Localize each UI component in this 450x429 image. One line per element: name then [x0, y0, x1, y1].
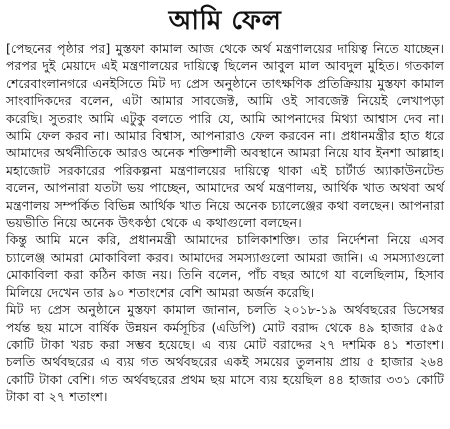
- paragraph-3: মিট দ্য প্রেস অনুষ্ঠানে মুস্তফা কামাল জানান, চলতি ২০১৮-১৯ অর্থবছরের ডিসেম্বর পর্যন্ত ছয় মাসে বার্ষিক উন্নয়ন কর্মসূচির (এডিপি) মোট বরাদ্দ থেকে ৪৯ হাজার ৫৯৫ কোটি টাকা খরচ করা সম্ভব হয়েছে। এ ব্যয় মোট বরাদ্দের ২৭ দশমিক ৪১ শতাংশ। চলতি অর্থবছরের এ ব্যয় গত অর্থবছরের একই সময়ের তুলনায় প্রায় ৫ হাজার ২৬৪ কোটি টাকা বেশি। গত অর্থবছরের প্রথম ছয় মাসে ব্যয় হয়েছিল ৪৪ হাজার ৩৩১ কোটি টাকা বা ২৭ শতাংশ।: [6, 302, 444, 405]
- continued-from-label: [পেছনের পৃষ্ঠার পর]: [6, 41, 111, 56]
- paragraph-1-text: মুস্তফা কামাল আজ থেকে অর্থ মন্ত্রণালয়ের দায়িত্ব নিতে যাচ্ছেন। পরপর দুই মেয়াদে এই মন্ত্রণালয়ের দায়িত্বে ছিলেন আবুল মাল আবদুল মুহিত। গতকাল শেরেবাংলানগরে এনইসিতে মিট দ্য প্রেস অনুষ্ঠানে তাৎক্ষণিক প্রতিক্রিয়ায় মুস্তফা কামাল সাংবাদিকদের বলেন, এটা আমার সাবজেক্ট, আমি ওই সাবজেক্ট নিয়েই লেখাপড়া করেছি। সুতরাং আমি এটুকু বলতে পারি যে, আমি আপনাদের মিথ্যা আশ্বাস দেব না। আমি ফেল করব না। আমার বিশ্বাস, আপনারাও ফেল করবেন না। প্রধানমন্ত্রীর হাত ধরে আমাদের অর্থনীতিকে আরও অনেক শক্তিশালী অবস্থানে আমরা নিয়ে যাব ইনশা আল্লাহ। মহাজোট সরকারের পরিকল্পনা মন্ত্রণালয়ের দায়িত্বে থাকা এই চার্টার্ড অ্যাকাউনটেন্ড বলেন, আপনারা যতটা ভয় পাচ্ছেন, আমাদের অর্থ মন্ত্রণালয়, আর্থিক খাত অথবা অর্থ মন্ত্রণালয় সম্পর্কিত বিভিন্ন আর্থিক খাত নিয়ে অনেক চ্যালেঞ্জের কথা বলছেন। আপনারা ভয়ভীতি নিয়ে অনেক উৎকণ্ঠা থেকে এ কথাগুলো বলছেন।: [6, 41, 444, 231]
- paragraph-2: কিন্তু আমি মনে করি, প্রধানমন্ত্রী আমাদের চালিকাশক্তি। তার নির্দেশনা নিয়ে এসব চ্যালেঞ্জ আমরা মোকাবিলা করব। আমাদের সমস্যাগুলো আমরা জানি। এ সমস্যাগুলো মোকাবিলা করা কঠিন কাজ নয়। তিনি বলেন, পাঁচ বছর আগে যা বলেছিলাম, হিসাব মিলিয়ে দেখেন তার ৯০ শতাংশের বেশি আমরা অর্জন করেছি।: [6, 232, 444, 300]
- paragraph-1: [6, 40, 444, 231]
- headline: আমি ফেল: [168, 6, 282, 36]
